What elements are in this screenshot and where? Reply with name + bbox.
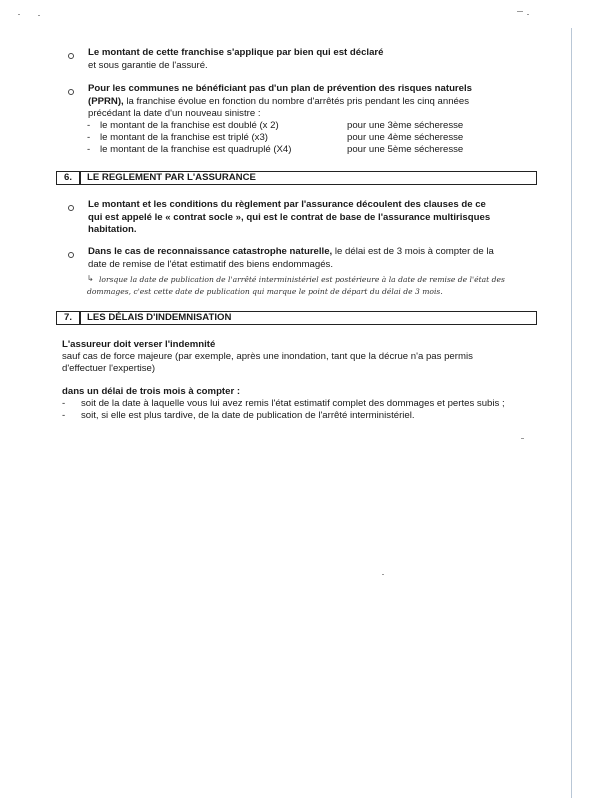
multiplier-right: pour une 5ème sécheresse: [347, 144, 464, 155]
dash-marker: -: [62, 410, 66, 421]
scan-edge-line: [571, 28, 572, 798]
indemnite-line2: d'effectuer l'expertise): [62, 363, 156, 374]
bullet-icon: [68, 53, 74, 59]
section-6-header: [56, 171, 537, 185]
pprn-rest: la franchise évolue en fonction du nombre d'arrêtés pris pendant les cinq années: [123, 96, 470, 107]
delai-item-text: soit de la date à laquelle vous lui avez remis l'état estimatif complet des dommages et pertes subis ;: [81, 398, 505, 409]
franchise-multiplier-row: [87, 144, 487, 156]
multiplier-right: pour une 3ème sécheresse: [347, 120, 464, 131]
catnat-line2: date de remise de l'état estimatif des biens endommagés.: [88, 259, 334, 270]
dash-marker: -: [87, 132, 91, 143]
scan-speck: [517, 11, 523, 12]
franchise-multiplier-row: [87, 120, 487, 132]
reglement-line3: habitation.: [88, 224, 137, 235]
bullet-icon: [68, 205, 74, 211]
section-title: LE REGLEMENT PAR L'ASSURANCE: [87, 172, 256, 183]
scan-speck: [527, 14, 529, 15]
delai-heading: dans un délai de trois mois à compter :: [62, 386, 241, 397]
bullet-icon: [68, 89, 74, 95]
indemnite-heading: L'assureur doit verser l'indemnité: [62, 339, 216, 350]
multiplier-left: le montant de la franchise est quadruplé (X4): [100, 144, 292, 155]
reglement-line2: qui est appelé le « contrat socle », qui est le contrat de base de l'assurance multirisques: [88, 212, 491, 223]
section-7-header: [56, 311, 537, 325]
indemnite-line1: sauf cas de force majeure (par exemple, après une inondation, tant que la décrue n'a pas permis: [62, 351, 473, 362]
catnat-note-line2: dommages, c'est cette date de publication qui marque le point de départ du délai de 3 mois.: [87, 287, 443, 296]
catnat-bold: Dans le cas de reconnaissance catastrophe naturelle,: [88, 246, 333, 257]
pprn-bold: (PPRN),: [88, 96, 124, 107]
bullet-icon: [68, 252, 74, 258]
pprn-line3: précédant la date d'un nouveau sinistre :: [88, 108, 261, 119]
multiplier-left: le montant de la franchise est triplé (x3): [100, 132, 268, 143]
franchise-line2: et sous garantie de l'assuré.: [88, 60, 208, 71]
reglement-line1: Le montant et les conditions du règlement par l'assurance découlent des clauses de ce: [88, 199, 486, 210]
scan-speck: [382, 574, 384, 575]
scan-speck: [38, 15, 40, 16]
scan-speck: [18, 14, 20, 15]
multiplier-right: pour une 4ème sécheresse: [347, 132, 464, 143]
scan-speck: [521, 438, 524, 439]
section-title: LES DÉLAIS D'INDEMNISATION: [87, 312, 232, 323]
pprn-line1: Pour les communes ne bénéficiant pas d'un plan de prévention des risques naturels: [88, 83, 472, 94]
franchise-bold-line: Le montant de cette franchise s'applique par bien qui est déclaré: [88, 47, 384, 58]
pprn-line2: [88, 96, 469, 108]
multiplier-left: le montant de la franchise est doublé (x 2): [100, 120, 279, 131]
catnat-rest: le délai est de 3 mois à compter de la: [332, 246, 494, 257]
franchise-multiplier-row: [87, 132, 487, 144]
catnat-note-line1: lorsque la date de publication de l'arrêté interministériel est postérieure à la date de remise de l'état des: [99, 275, 505, 284]
catnat-line1: [88, 246, 494, 258]
dash-marker: -: [87, 144, 91, 155]
delai-item-text: soit, si elle est plus tardive, de la date de publication de l'arrêté interministériel.: [81, 410, 415, 421]
section-number: 6.: [57, 172, 81, 184]
section-number: 7.: [57, 312, 81, 324]
return-arrow-icon: ↳: [87, 274, 94, 283]
dash-marker: -: [87, 120, 91, 131]
dash-marker: -: [62, 398, 66, 409]
